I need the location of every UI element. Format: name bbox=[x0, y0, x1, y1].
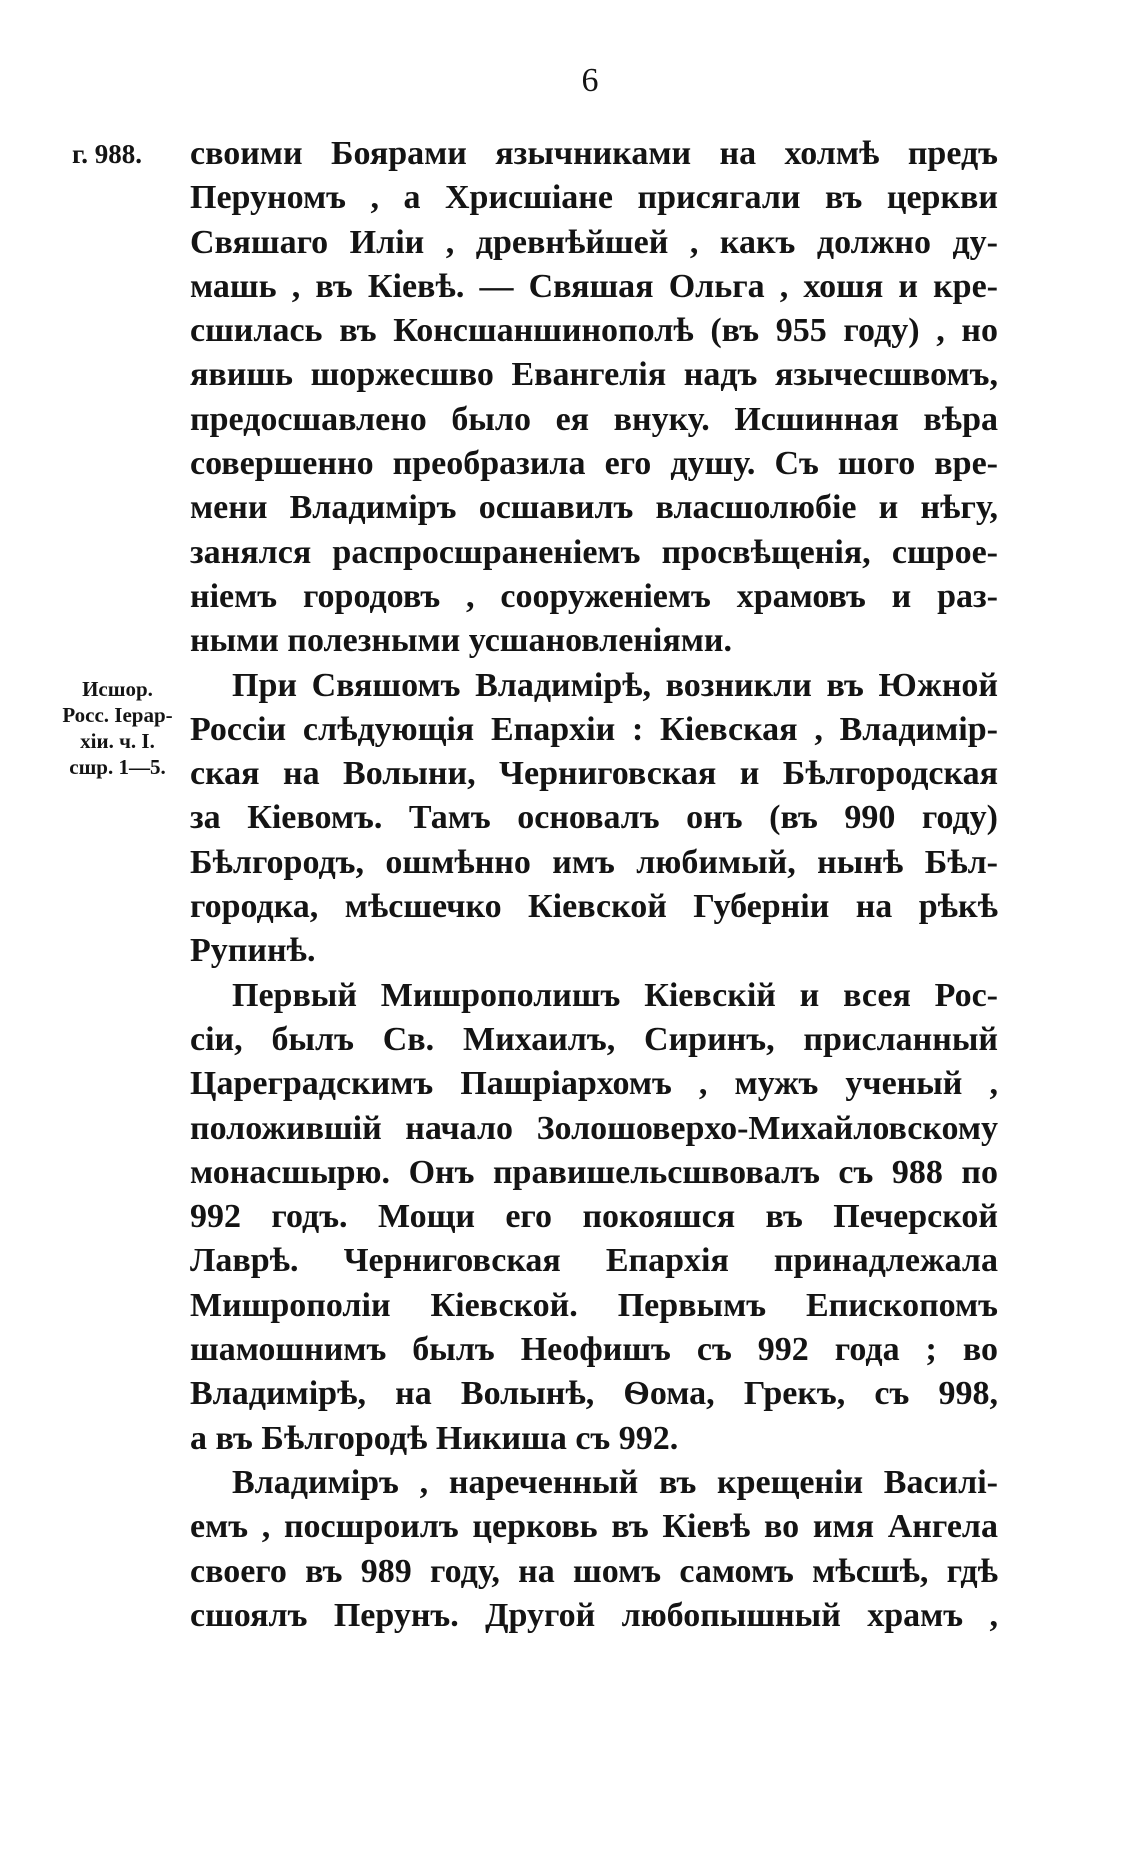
text-line bbox=[190, 1151, 998, 1195]
text-line bbox=[190, 1417, 998, 1461]
text-line bbox=[190, 1594, 998, 1638]
margin-note-line: Росс. Іерар- bbox=[62, 703, 173, 727]
text-line-content: Бѣлгородъ, ошмѣнно имъ любимый, нынѣ Бѣл- bbox=[190, 843, 998, 881]
text-line bbox=[190, 974, 998, 1018]
text-line bbox=[190, 1239, 998, 1283]
margin-note-line: сшр. 1—5. bbox=[69, 755, 166, 779]
text-line-content: сшоялъ Перунъ. Другой любопышный храмъ , bbox=[190, 1596, 998, 1634]
text-line-content: а въ Бѣлгородѣ Никиша съ 992. bbox=[190, 1419, 679, 1457]
text-line bbox=[190, 265, 998, 309]
text-line bbox=[190, 885, 998, 929]
text-line-content: Россіи слѣдующія Епархіи : Кіевская , Владимір- bbox=[190, 710, 998, 748]
margin-note-year: г. 988. bbox=[72, 139, 142, 169]
text-line-content: ніемъ городовъ , сооруженіемъ храмовъ и раз- bbox=[190, 577, 998, 615]
text-line bbox=[190, 1461, 998, 1505]
text-line-content: за Кіевомъ. Тамъ основалъ онъ (въ 990 году) bbox=[190, 799, 998, 837]
text-line bbox=[190, 929, 998, 973]
text-line-content: Лаврѣ. Черниговская Епархія принадлежала bbox=[190, 1242, 998, 1280]
text-line bbox=[190, 575, 998, 619]
text-line-content: городка, мѣсшечко Кіевской Губерніи на рѣкѣ bbox=[190, 888, 998, 926]
text-line bbox=[190, 486, 998, 530]
text-line bbox=[190, 1505, 998, 1549]
text-line bbox=[190, 1328, 998, 1372]
text-line-content: Цареградскимъ Пашріархомъ , мужъ ученый , bbox=[190, 1065, 998, 1103]
text-line bbox=[190, 1018, 998, 1062]
text-line bbox=[190, 664, 998, 708]
text-line-content: машь , въ Кіевѣ. — Свяшая Ольга , хошя и кре- bbox=[190, 267, 998, 305]
text-line-content: 992 годъ. Мощи его покояшся въ Печерской bbox=[190, 1198, 998, 1236]
text-line-content: Мишрополіи Кіевской. Первымъ Епископомъ bbox=[190, 1286, 998, 1324]
text-line-content: мени Владиміръ осшавилъ власшолюбіе и нѣгу, bbox=[190, 489, 998, 527]
text-line bbox=[190, 398, 998, 442]
text-line-content: Свяшаго Иліи , древнѣйшей , какъ должно ду- bbox=[190, 223, 998, 261]
text-line-content: своего въ 989 году, на шомъ самомъ мѣсшѣ, гдѣ bbox=[190, 1552, 998, 1590]
text-line bbox=[190, 708, 998, 752]
text-line-content: сіи, былъ Св. Михаилъ, Сиринъ, присланный bbox=[190, 1020, 998, 1058]
text-line bbox=[190, 1195, 998, 1239]
body-text bbox=[190, 132, 998, 1638]
text-line bbox=[190, 1062, 998, 1106]
text-line bbox=[190, 353, 998, 397]
text-line bbox=[190, 531, 998, 575]
text-line bbox=[190, 1284, 998, 1328]
text-line-content: ская на Волыни, Черниговская и Бѣлгородская bbox=[190, 755, 998, 793]
text-line-content: монасшырю. Онъ правишельсшвовалъ съ 988 по bbox=[190, 1153, 998, 1191]
text-line-content: Первый Мишрополишъ Кіевскій и всея Рос- bbox=[232, 976, 998, 1014]
text-line-content: занялся распросшраненіемъ просвѣщенія, сшрое- bbox=[190, 533, 998, 571]
text-line-content: явишь шоржесшво Евангелія надъ язычесшвомъ, bbox=[190, 356, 998, 394]
text-line-content: Владимірѣ, на Волынѣ, Ѳома, Грекъ, съ 998, bbox=[190, 1375, 998, 1413]
text-line-content: шамошнимъ былъ Неофишъ съ 992 года ; во bbox=[190, 1331, 998, 1369]
text-line bbox=[190, 841, 998, 885]
text-line-content: своими Боярами язычниками на холмѣ предъ bbox=[190, 135, 998, 172]
text-line-content: совершенно преобразила его душу. Съ шого вре- bbox=[190, 445, 998, 483]
margin-note-line: хіи. ч. I. bbox=[80, 729, 155, 753]
text-line bbox=[190, 752, 998, 796]
text-line bbox=[190, 1550, 998, 1594]
text-line bbox=[190, 221, 998, 265]
text-line-content: При Свяшомъ Владимірѣ, возникли въ Южной bbox=[232, 666, 998, 704]
text-line-content: положившій начало Золошоверхо-Михайловскому bbox=[190, 1109, 998, 1147]
text-line-content: сшилась въ Консшаншинополѣ (въ 955 году) , но bbox=[190, 312, 998, 350]
text-line bbox=[190, 442, 998, 486]
text-line-content: предосшавлено было ея внуку. Исшинная вѣра bbox=[190, 400, 998, 438]
margin-note-line: Исшор. bbox=[82, 677, 153, 701]
text-line-content: Перуномъ , а Хрисшіане присягали въ церкви bbox=[190, 179, 998, 217]
text-line bbox=[190, 1107, 998, 1151]
text-line bbox=[190, 176, 998, 220]
text-line-content: ными полезными усшановленіями. bbox=[190, 622, 732, 660]
text-line-content: емъ , посшроилъ церковь въ Кіевѣ во имя Ангела bbox=[190, 1508, 998, 1546]
page-number: 6 bbox=[581, 62, 599, 99]
text-line-content: Рупинѣ. bbox=[190, 932, 316, 970]
text-line bbox=[190, 619, 998, 663]
text-line bbox=[190, 1372, 998, 1416]
text-line-content: Владиміръ , нареченный въ крещеніи Василі- bbox=[232, 1463, 998, 1501]
text-line bbox=[190, 309, 998, 353]
text-line bbox=[190, 796, 998, 840]
margin-note-reference bbox=[50, 676, 185, 780]
text-line bbox=[190, 132, 998, 176]
